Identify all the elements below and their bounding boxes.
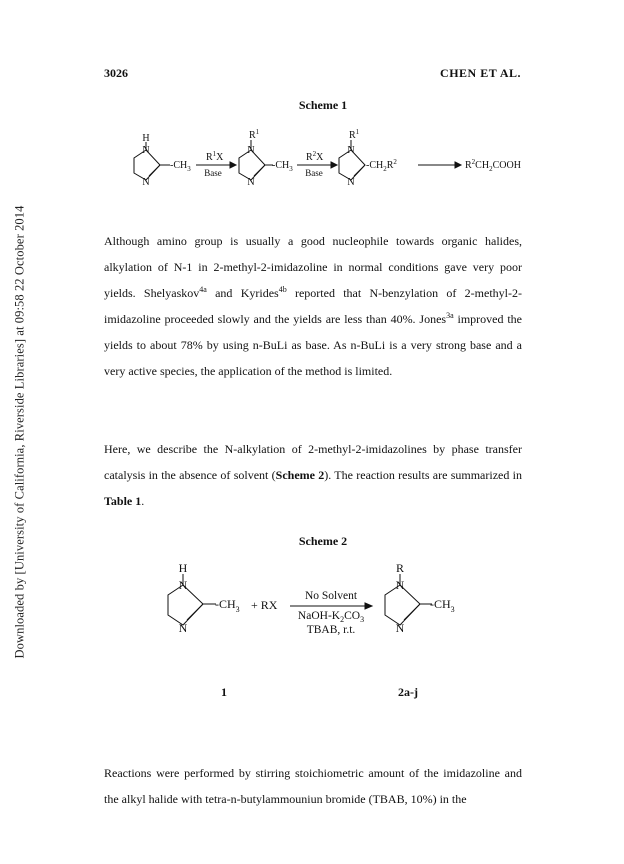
s1-h-label: H <box>142 133 150 144</box>
s1-reagent2: $R^2X$ <box>306 150 324 163</box>
s1-ch3-1: $-CH_3$ <box>170 160 191 173</box>
s2-n-bottom-product: N <box>395 621 405 635</box>
s1-n-top-3: N <box>347 145 355 156</box>
s2-cond-no-solvent: No Solvent <box>304 590 358 602</box>
scheme1-diagram <box>0 128 624 208</box>
ref-3a: 3a <box>446 311 454 320</box>
running-head: CHEN ET AL. <box>440 66 521 80</box>
ref-4a: 4a <box>199 285 207 294</box>
s2-n-top-reactant: N <box>178 578 188 592</box>
s1-n-top-1: N <box>142 145 150 156</box>
s1-r1-label-3: $R^1$ <box>349 128 360 141</box>
s1-n-bottom-3: N <box>347 177 355 188</box>
paragraph-alkylation-background: Although amino group is usually a good nucleophile towards organic halides, alkylation of N-1 in 2-methyl-2-imidazoline in normal conditions gave very poor yields. Shelyaskov$^{4a}$ and Kyrides$^{4b}$ reported that N-benzylation of 2-methyl-2-imidazoline proceeded slowly and the yields are less than 40%. Jones$^{3a}$ improved the yields to about 78% by using n-BuLi as base. As n-BuLi is a very strong base and a very active species, the application of the method is limited. <box>104 234 522 378</box>
table1-reference: Table 1 <box>104 494 142 508</box>
s2-cond-catalyst: TBAB, r.t. <box>306 624 356 636</box>
s1-n-top-2: N <box>247 145 255 156</box>
s1-reagent1: $R^1X$ <box>206 150 224 163</box>
s2-n-bottom-reactant: N <box>178 621 188 635</box>
s2-plus-rx: + RX <box>251 598 278 612</box>
s2-h-label: H <box>178 561 188 575</box>
scheme2-title: Scheme 2 <box>298 534 348 548</box>
s1-n-bottom-1: N <box>142 177 150 188</box>
paragraph-reaction-procedure: Reactions were performed by stirring stoichiometric amount of the imidazoline and the alkyl halide with tetra-n-butylammouniun bromide (TBAB, 10%) in the <box>104 766 522 806</box>
s2-cond-base: NaOH-$K_2CO_3$ <box>297 610 365 624</box>
s1-ch3-2: $-CH_3$ <box>272 160 293 173</box>
scheme1-title: Scheme 1 <box>298 98 348 112</box>
page-number: 3026 <box>104 66 128 80</box>
watermark-text: Downloaded by [University of California, Riverside Libraries] at 09:58 22 October 2014 <box>12 205 27 659</box>
s2-r-label: R <box>395 561 405 575</box>
s1-base-1: Base <box>204 168 222 178</box>
s2-ch3-reactant: $-CH_3$ <box>215 597 240 614</box>
s1-product: $R^2CH_2COOH$ <box>465 158 521 173</box>
paragraph-method-description: Here, we describe the N-alkylation of 2-methyl-2-imidazolines by phase transfer catalysis in the absence of solvent (Scheme 2). The reaction results are summarized in Table 1. <box>104 442 522 508</box>
s1-r1-label-2: $R^1$ <box>249 128 260 141</box>
s1-ch2r2: $-CH_2R^2$ <box>366 158 397 173</box>
compound-label-reactant: 1 <box>221 685 227 699</box>
s2-ch3-product: $-CH_3$ <box>430 597 455 614</box>
s1-n-bottom-2: N <box>247 177 255 188</box>
scheme2-reference: Scheme 2 <box>275 468 325 482</box>
s2-n-top-product: N <box>395 578 405 592</box>
s1-base-2: Base <box>305 168 323 178</box>
ref-4b: 4b <box>278 285 287 294</box>
compound-label-product: 2a-j <box>398 685 418 699</box>
scheme2-diagram <box>0 560 624 670</box>
